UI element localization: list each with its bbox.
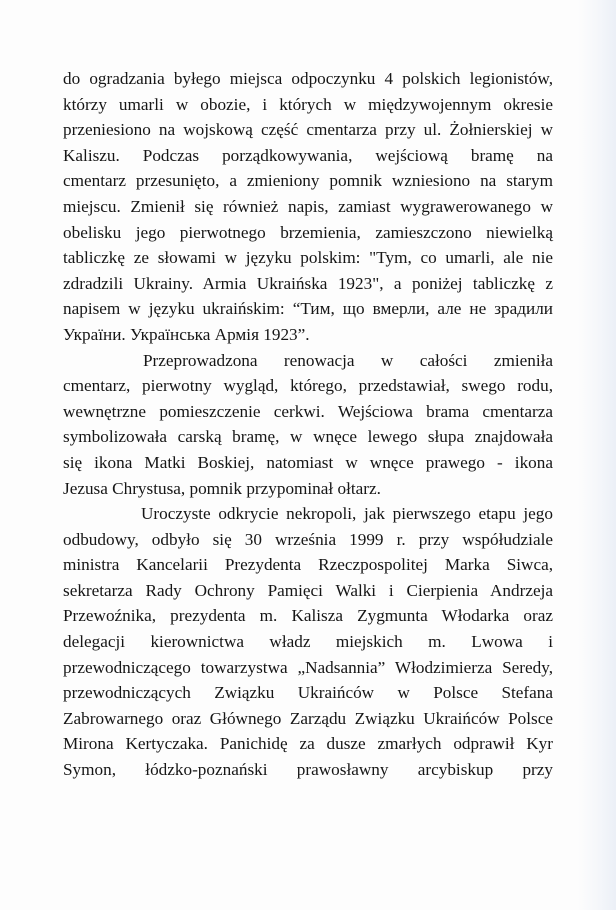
- paragraph-3: [63, 501, 553, 783]
- paragraph-2: [63, 348, 553, 502]
- text-line: tabliczkę ze słowami w języku polskim: "Tym, co umarli, ale nie: [63, 248, 553, 268]
- text-column: [63, 66, 553, 783]
- text-line: zdradzili Ukrainy. Armia Ukraińska 1923", a poniżej tabliczkę z: [63, 273, 553, 293]
- text-line: Symon, łódzko-poznański prawosławny arcybiskup przy: [63, 760, 553, 780]
- scan-edge-shading: [578, 0, 616, 910]
- text-line: odbudowy, odbyło się 30 września 1999 r. przy współudziale: [63, 529, 553, 549]
- text-line: się ikona Matki Boskiej, natomiast w wnęce prawego - ikona: [63, 452, 553, 472]
- text-line: Kaliszu. Podczas porządkowywania, wejściową bramę na: [63, 145, 553, 165]
- text-line: ministra Kancelarii Prezydenta Rzeczpospolitej Marka Siwca,: [63, 555, 553, 575]
- text-line: Zabrowarnego oraz Głównego Zarządu Związku Ukraińców Polsce: [63, 708, 553, 728]
- text-line: wewnętrzne pomieszczenie cerkwi. Wejściowa brama cmentarza: [63, 401, 553, 421]
- text-line: przewodniczącego towarzystwa „Nadsannia” Włodzimierza Seredy,: [63, 657, 553, 677]
- text-line: cmentarz przesunięto, a zmieniony pomnik wzniesiono na starym: [63, 171, 553, 191]
- text-line: delegacji kierownictwa władz miejskich m. Lwowa i: [63, 632, 553, 652]
- text-line: symbolizowała carską bramę, w wnęce lewego słupa znajdowała: [63, 427, 553, 447]
- text-line: Przeprowadzona renowacja w całości zmieniła: [143, 350, 553, 370]
- text-line: do ogradzania byłego miejsca odpoczynku 4 polskich legionistów,: [63, 69, 553, 88]
- text-line: obelisku jego pierwotnego brzemienia, zamieszczono niewielką: [63, 222, 553, 242]
- text-line: Jezusa Chrystusa, pomnik przypominał ołtarz.: [63, 478, 381, 498]
- text-line: Uroczyste odkrycie nekropoli, jak pierwszego etapu jego: [141, 504, 553, 524]
- text-line: przewodniczących Związku Ukraińców w Polsce Stefana: [63, 683, 553, 703]
- text-line: miejscu. Zmienił się również napis, zamiast wygrawerowanego w: [63, 196, 553, 216]
- text-line: Przewoźnika, prezydenta m. Kalisza Zygmunta Włodarka oraz: [63, 606, 553, 626]
- text-line: napisem w języku ukraińskim: “Тим, що вмерли, але не зрадили: [63, 299, 553, 319]
- text-line: України. Українська Армія 1923”.: [63, 324, 310, 344]
- text-line: cmentarz, pierwotny wygląd, którego, przedstawiał, swego rodu,: [63, 376, 553, 396]
- text-line: którzy umarli w obozie, i których w międzywojennym okresie: [63, 94, 553, 114]
- text-line: przeniesiono na wojskową część cmentarza przy ul. Żołnierskiej w: [63, 120, 553, 140]
- text-line: sekretarza Rady Ochrony Pamięci Walki i Cierpienia Andrzeja: [63, 580, 553, 600]
- paragraph-1: [63, 66, 553, 348]
- text-line: Mirona Kertyczaka. Panichidę za dusze zmarłych odprawił Kyr: [63, 734, 553, 754]
